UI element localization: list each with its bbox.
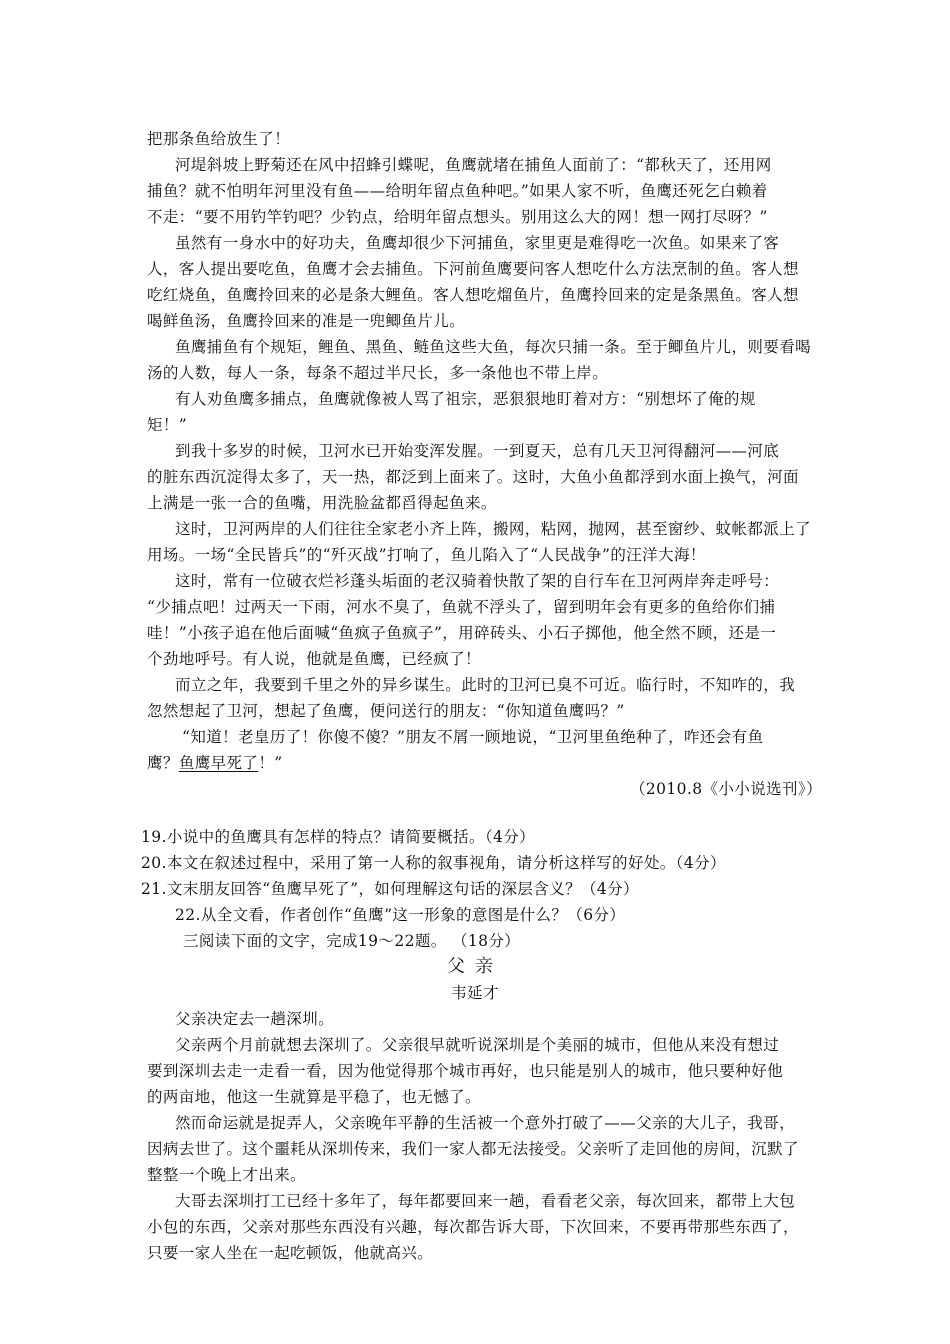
source-citation: （2010.8《小小说选刊》） <box>630 780 822 798</box>
underlined-phrase: 鱼鹰早死了 <box>178 754 259 772</box>
passage-line: “少捕点吧！过两天一下雨，河水不臭了，鱼就不浮头了，留到明年会有更多的鱼给你们捕 <box>147 598 776 616</box>
passage-line: 捕鱼？就不怕明年河里没有鱼——给明年留点鱼种吧。”如果人家不听，鱼鹰还死乞白赖着 <box>147 182 768 200</box>
passage-line: 矩！” <box>147 416 188 434</box>
passage-text: ！” <box>258 754 283 772</box>
passage-line: 这时，常有一位破衣烂衫蓬头垢面的老汉骑着快散了架的自行车在卫河两岸奔走呼号： <box>175 572 780 590</box>
passage-line: 人，客人提出要吃鱼，鱼鹰才会去捕鱼。下河前鱼鹰要问客人想吃什么方法烹制的鱼。客人想 <box>147 260 799 278</box>
passage-line: 忽然想起了卫河，想起了鱼鹰，便问送行的朋友：“你知道鱼鹰吗？” <box>147 702 625 720</box>
passage-text: 鹰？ <box>147 754 179 772</box>
passage-last-line <box>147 750 950 776</box>
passage-line: 上满是一张一合的鱼嘴，用洗脸盆都舀得起鱼来。 <box>147 494 497 512</box>
passage-line: 这时，卫河两岸的人们往往全家老小齐上阵，搬网，粘网，抛网，甚至窗纱、蚊帐都派上了 <box>175 520 812 538</box>
passage-line: 的脏东西沉淀得太多了，天一热，都泛到上面来了。这时，大鱼小鱼都浮到水面上换气，河面 <box>147 468 799 486</box>
passage-line: 个劲地呼号。有人说，他就是鱼鹰，已经疯了！ <box>147 650 481 668</box>
passage-line: 汤的人数，每人一条，每条不超过半尺长，多一条他也不带上岸。 <box>147 364 609 382</box>
passage-line: 到我十多岁的时候，卫河水已开始变浑发腥。一到夏天，总有几天卫河得翻河——河底 <box>175 442 780 460</box>
passage-line: 河堤斜坡上野菊还在风中招蜂引蝶呢，鱼鹰就堵在捕鱼人面前了：“都秋天了，还用网 <box>175 156 772 174</box>
question-19: 19.小说中的鱼鹰具有怎样的特点？请简要概括。（4分） <box>141 828 536 846</box>
story-line: 父亲两个月前就想去深圳了。父亲很早就听说深圳是个美丽的城市，但他从来没有想过 <box>175 1036 780 1054</box>
section-three-heading: 三阅读下面的文字，完成19～22题。 （18分） <box>183 932 521 950</box>
passage-line: 把那条鱼给放生了！ <box>147 130 291 148</box>
passage-line: 不走：“要不用钓竿钓吧？少钓点，给明年留点想头。别用这么大的网！想一网打尽呀？” <box>147 208 768 226</box>
story-line: 大哥去深圳打工已经十多年了，每年都要回来一趟，看看老父亲，每次回来，都带上大包 <box>175 1192 796 1210</box>
story-line: 父亲决定去一趟深圳。 <box>175 1010 335 1028</box>
story-line: 要到深圳去走一走看一看，因为他觉得那个城市再好，也只能是别人的城市，他只要种好他 <box>147 1062 784 1080</box>
passage-line: 哇！”小孩子追在他后面喊“鱼疯子鱼疯子”，用碎砖头、小石子掷他，他全然不顾，还是一 <box>147 624 777 642</box>
question-21: 21.文末朋友回答“鱼鹰早死了”，如何理解这句话的深层含义？（4分） <box>141 880 639 898</box>
question-22: 22.从全文看，作者创作“鱼鹰”这一形象的意图是什么？（6分） <box>175 906 626 924</box>
passage-line: 有人劝鱼鹰多捕点，鱼鹰就像被人骂了祖宗，恶狠狠地盯着对方：“别想坏了俺的规 <box>175 390 756 408</box>
passage-line: 用场。一场“全民皆兵”的“歼灭战”打响了，鱼儿陷入了“人民战争”的汪洋大海！ <box>147 546 706 564</box>
passage-line: 喝鲜鱼汤，鱼鹰拎回来的准是一兜鲫鱼片儿。 <box>147 312 466 330</box>
story-line: 因病去世了。这个噩耗从深圳传来，我们一家人都无法接受。父亲听了走回他的房间，沉默了 <box>147 1140 799 1158</box>
story-title: 父亲 <box>447 956 503 977</box>
story-line: 整整一个晚上才出来。 <box>147 1166 307 1184</box>
story-line: 小包的东西，父亲对那些东西没有兴趣，每次都告诉大哥，下次回来，不要再带那些东西了， <box>147 1218 799 1236</box>
passage-line: 吃红烧鱼，鱼鹰拎回来的必是条大鲤鱼。客人想吃熘鱼片，鱼鹰拎回来的定是条黑鱼。客人想 <box>147 286 799 304</box>
story-line: 然而命运就是捉弄人，父亲晚年平静的生活被一个意外打破了——父亲的大儿子，我哥， <box>175 1114 796 1132</box>
passage-line: 鱼鹰捕鱼有个规矩，鲤鱼、黑鱼、鲢鱼这些大鱼，每次只捕一条。至于鲫鱼片儿，则要看喝 <box>175 338 812 356</box>
story-line: 的两亩地，他这一生就算是平稳了，也无憾了。 <box>147 1088 481 1106</box>
passage-line: “知道！老皇历了！你傻不傻？”朋友不屑一顾地说，“卫河里鱼绝种了，咋还会有鱼 <box>182 728 764 746</box>
question-20: 20.本文在叙述过程中，采用了第一人称的叙事视角，请分析这样写的好处。（4分） <box>141 854 726 872</box>
passage-line: 而立之年，我要到千里之外的异乡谋生。此时的卫河已臭不可近。临行时，不知咋的，我 <box>175 676 796 694</box>
story-line: 只要一家人坐在一起吃顿饭，他就高兴。 <box>147 1244 434 1262</box>
passage-line: 虽然有一身水中的好功夫，鱼鹰却很少下河捕鱼，家里更是难得吃一次鱼。如果来了客 <box>175 234 780 252</box>
story-author: 韦延才 <box>451 984 499 1002</box>
